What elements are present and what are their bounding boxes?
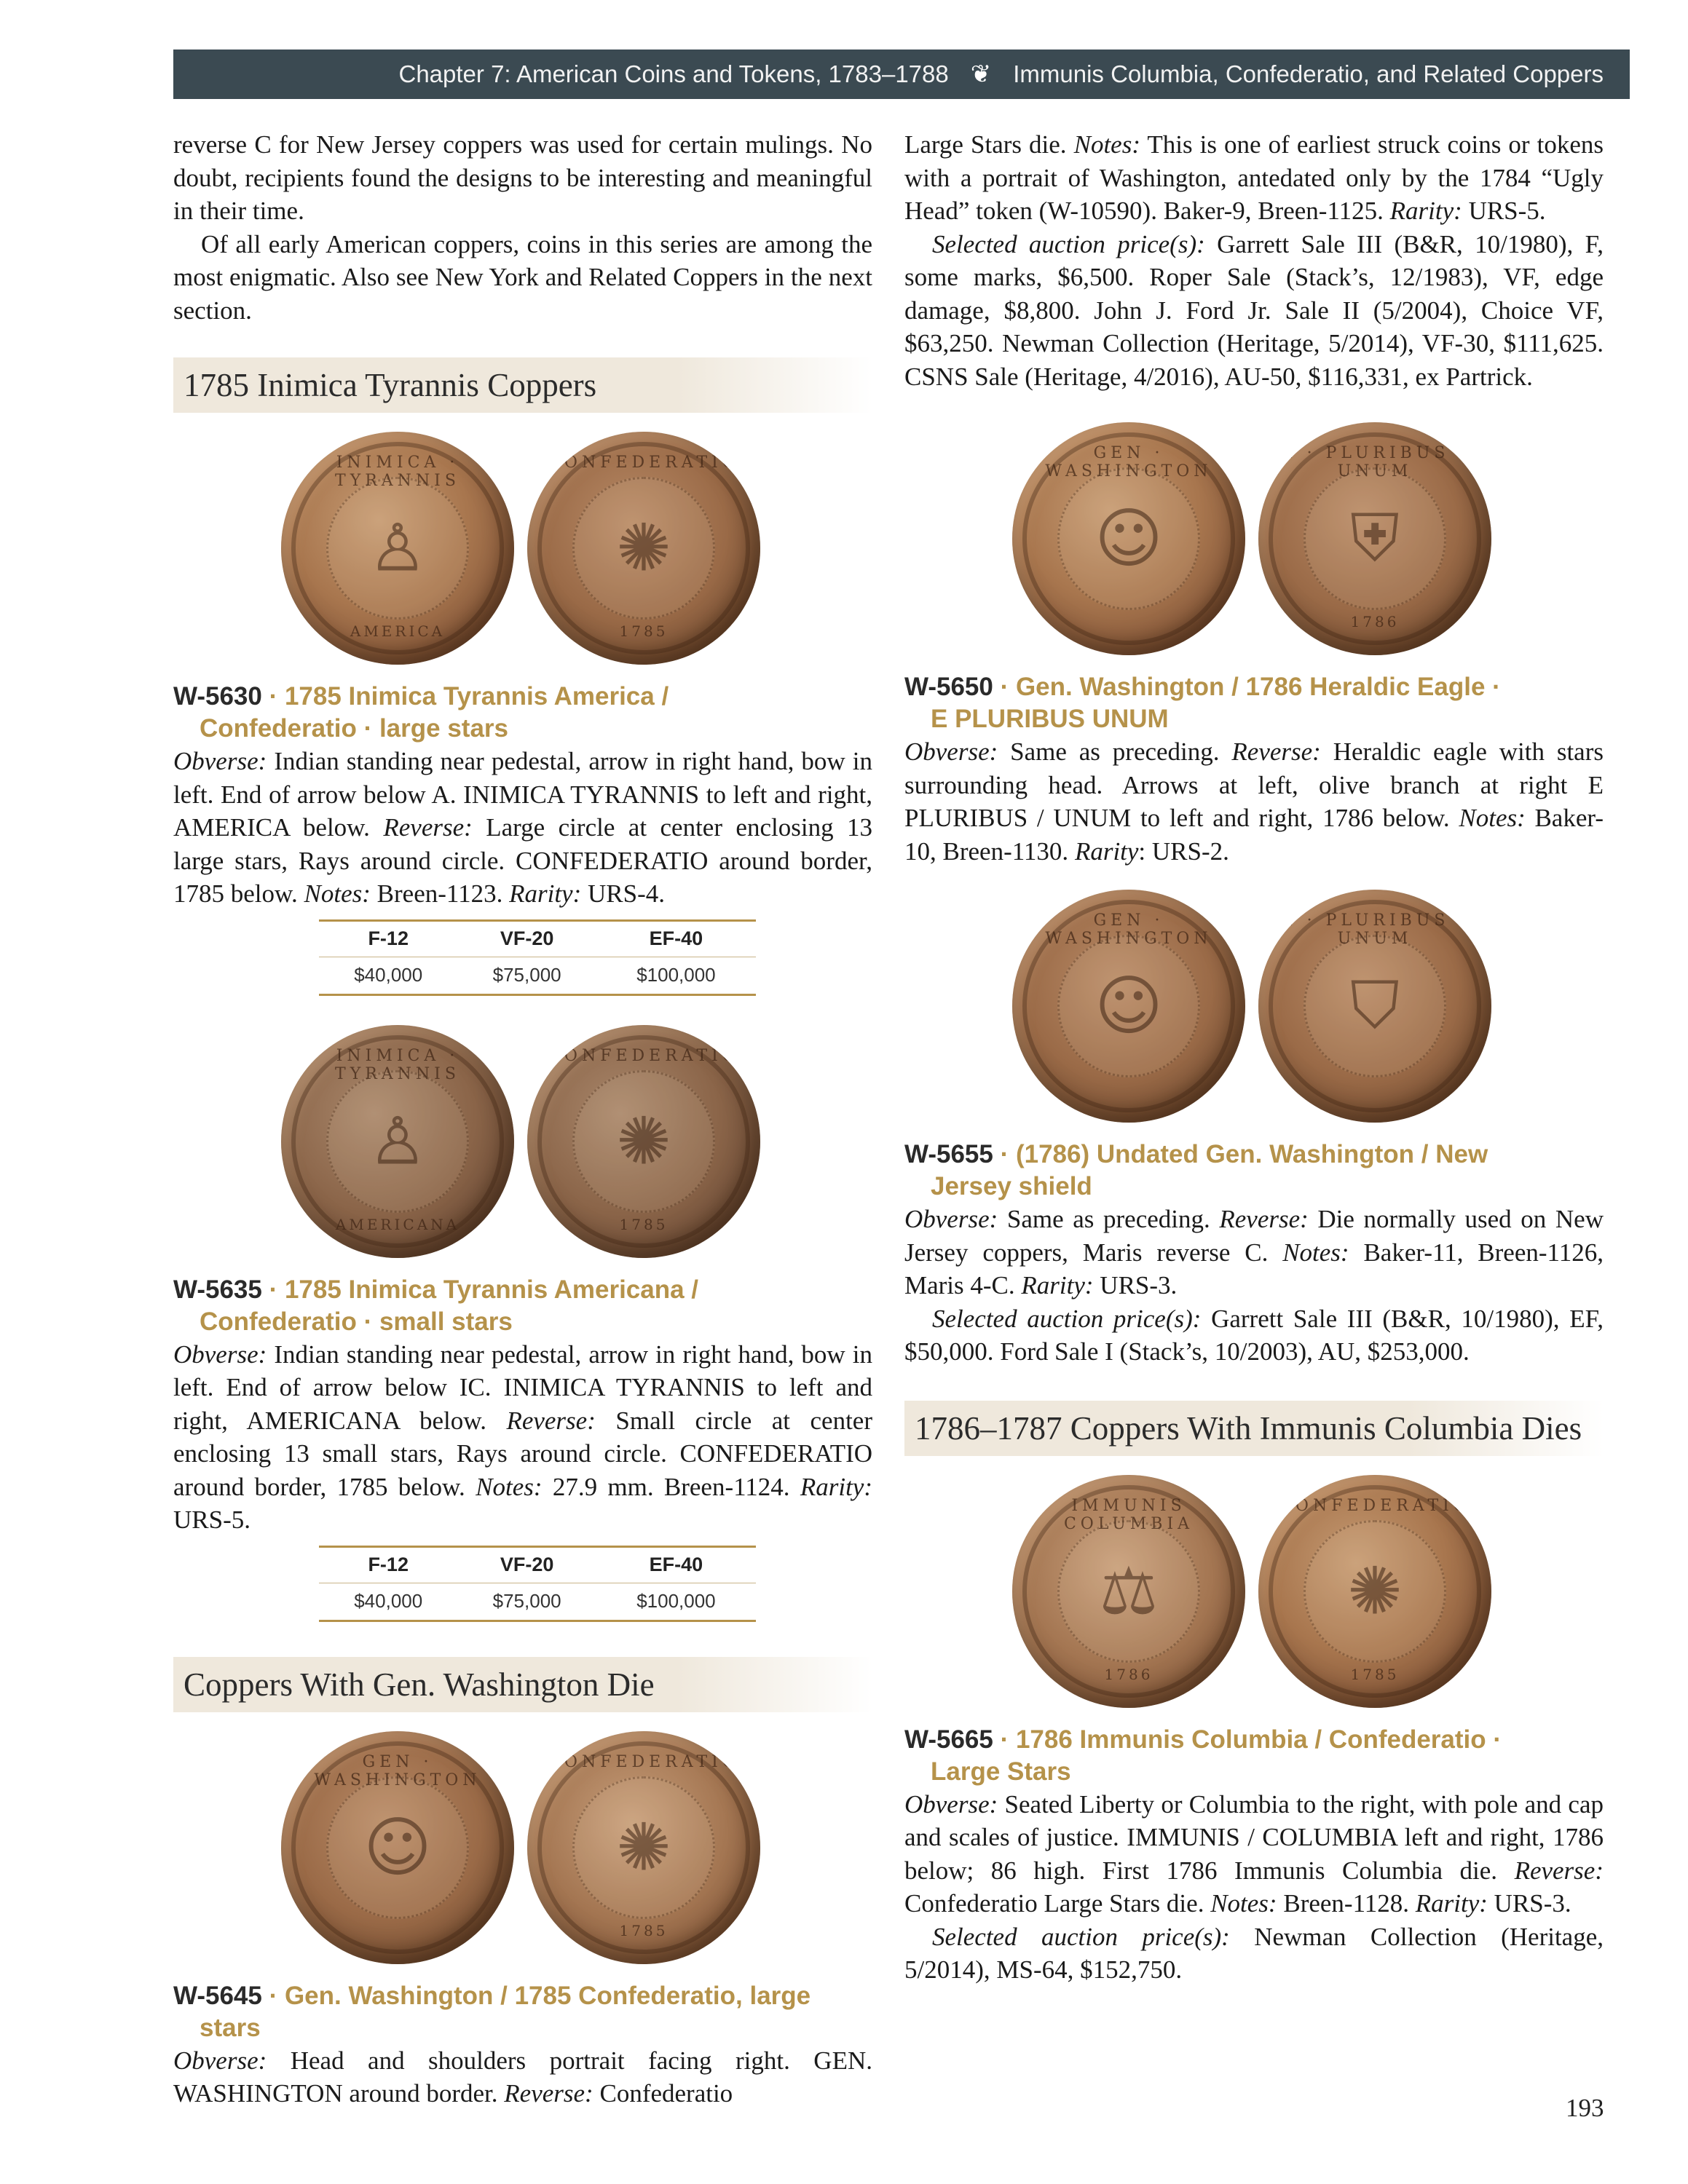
shield-icon: ⛉: [1350, 968, 1400, 1044]
entry-title-w5635: [173, 1274, 872, 1338]
obverse-text: Indian standing near pedestal, arrow in right hand, bow in left. End of arrow below A. INIMICA TYRANNIS to left and right, AMERICA below.: [173, 747, 872, 842]
section-heading-text: 1786–1787 Coppers With Immunis Columbia Dies: [915, 1409, 1582, 1447]
rarity-text: URS-3.: [1093, 1271, 1178, 1299]
w5645-continued: [904, 128, 1604, 228]
obverse-label: Obverse:: [904, 737, 998, 766]
price-cell: $75,000: [492, 964, 561, 986]
coin-exergue: AMERICANA: [335, 1215, 460, 1233]
right-column: [904, 128, 1604, 1987]
rarity-label: Rarity:: [509, 879, 582, 908]
notes-label: Notes:: [476, 1472, 543, 1501]
entry-title-line2: Jersey shield: [931, 1172, 1092, 1200]
obverse-label: Obverse:: [904, 1205, 998, 1233]
coin-reverse-image: [1258, 1475, 1491, 1708]
stars-rays-icon: ✺: [616, 1809, 671, 1886]
coin-images-w5650: [904, 422, 1604, 655]
intro-paragraph-1: reverse C for New Jersey coppers was used for certain mulings. No doubt, recipients found the designs to be interesting and meaningful in their time.: [173, 130, 872, 225]
section-heading-immunis: [904, 1401, 1604, 1456]
stars-rays-icon: ✺: [616, 1103, 671, 1179]
w5655-auction-prices: [904, 1302, 1604, 1369]
auction-text: Garrett Sale III (B&R, 10/1980), EF, $50,000. Ford Sale I (Stack’s, 10/2003), AU, $253,000.: [904, 1304, 1604, 1366]
price-cell: $100,000: [636, 964, 716, 986]
entry-title-w5650: [904, 671, 1604, 735]
coin-legend: CONFEDERATIO: [1279, 1496, 1471, 1515]
obverse-text: Same as preceding.: [998, 737, 1232, 766]
reverse-text: Small circle at center enclosing 13 small stars, Rays around circle. CONFEDERATIO around border, 1785 below.: [173, 1406, 872, 1501]
notes-text: Breen-1123.: [370, 879, 510, 908]
coin-legend: GEN · WASHINGTON: [314, 1752, 481, 1789]
rarity-text: URS-5.: [1462, 197, 1546, 225]
reverse-text: Confederatio: [593, 2079, 733, 2108]
entry-description-w5655: [904, 1203, 1604, 1302]
reverse-text: Heraldic eagle with stars surrounding head. Arrows at left, olive branch at right E PLURIBUS / UNUM to left and right, 1786 below.: [904, 737, 1604, 832]
coin-legend: CONFEDERATIO: [548, 1046, 740, 1065]
entry-description-w5650: [904, 735, 1604, 868]
stars-rays-icon: ✺: [616, 510, 671, 587]
price-cell: $40,000: [354, 1590, 423, 1612]
running-header: [173, 50, 1630, 99]
rarity-text: URS-3.: [1487, 1889, 1571, 1918]
coin-obverse-image: [1012, 1475, 1245, 1708]
obverse-label: Obverse:: [173, 2046, 267, 2075]
entry-description-w5645: [173, 2044, 872, 2110]
coin-legend: CONFEDERATIO: [548, 454, 740, 472]
price-table-w5630: [319, 919, 756, 996]
reverse-label: Reverse:: [1514, 1856, 1604, 1885]
entry-title-w5665: [904, 1724, 1604, 1788]
price-cell: $100,000: [636, 1590, 716, 1612]
entry-title-line1: · 1786 Immunis Columbia / Confederatio ·: [993, 1725, 1502, 1754]
notes-text: Breen-1128.: [1277, 1889, 1416, 1918]
coin-reverse-image: [527, 1731, 760, 1964]
price-cell: $40,000: [354, 964, 423, 986]
reverse-text: Confederatio Large Stars die.: [904, 1889, 1211, 1918]
reverse-text: Die normally used on New Jersey coppers, Maris reverse C.: [904, 1205, 1604, 1267]
coin-legend: GEN · WASHINGTON: [1045, 911, 1212, 948]
coin-reverse-image: [527, 1025, 760, 1258]
rarity-label: Rarity:: [1389, 197, 1462, 225]
section-heading-text: Coppers With Gen. Washington Die: [184, 1666, 655, 1703]
reverse-label: Reverse:: [383, 813, 473, 842]
entry-title-line2: Confederatio · large stars: [200, 714, 508, 743]
auction-label: Selected auction price(s):: [932, 1304, 1202, 1333]
entry-description-w5635: [173, 1338, 872, 1537]
reverse-label: Reverse:: [1219, 1205, 1309, 1233]
entry-code: W-5650: [904, 673, 993, 701]
grade-header: F-12: [319, 1546, 457, 1583]
entry-description-w5665: [904, 1788, 1604, 1920]
entry-title-line1: · (1786) Undated Gen. Washington / New: [993, 1140, 1488, 1168]
fleuron-icon: ❦: [970, 60, 992, 88]
coin-legend: CONFEDERATIO: [548, 1752, 740, 1771]
rarity-label: Rarity: [1074, 836, 1139, 866]
notes-label: Notes:: [1210, 1889, 1277, 1918]
obverse-label: Obverse:: [173, 747, 267, 775]
seated-liberty-icon: ⚖: [1099, 1553, 1159, 1629]
auction-label: Selected auction price(s):: [932, 1922, 1230, 1951]
rarity-text: URS-4.: [581, 879, 665, 908]
coin-exergue: AMERICA: [350, 622, 446, 640]
auction-text: Newman Collection (Heritage, 5/2014), MS-64, $152,750.: [904, 1922, 1604, 1984]
entry-title-w5645: [173, 1980, 872, 2044]
coin-date: 1785: [1350, 1665, 1400, 1683]
rarity-text: : URS-2.: [1138, 836, 1229, 866]
notes-text: This is one of earliest struck coins or tokens with a portrait of Washington, antedated only by the 1784 “Ugly Head” token (W-10590). Baker-9, Breen-1125.: [904, 130, 1604, 225]
intro-paragraph-2: Of all early American coppers, coins in this series are among the most enigmatic. Also see New York and Related Coppers in the next section.: [173, 229, 872, 325]
section-heading-inimica: [173, 357, 872, 413]
rarity-label: Rarity:: [800, 1472, 872, 1501]
coin-reverse-image: [1258, 890, 1491, 1123]
section-heading-washington: [173, 1657, 872, 1712]
entry-title-w5655: [904, 1139, 1604, 1203]
coin-obverse-image: [1012, 422, 1245, 655]
grade-header: EF-40: [596, 1546, 756, 1583]
coin-date: 1786: [1350, 613, 1400, 630]
auction-label: Selected auction price(s):: [932, 229, 1205, 258]
obverse-text: Seated Liberty or Columbia to the right, with pole and cap and scales of justice. IMMUNIS / COLUMBIA left and right, 1786 below; 86 high. First 1786 Immunis Columbia die.: [904, 1789, 1604, 1885]
entry-title-line2: stars: [200, 2013, 261, 2042]
obverse-label: Obverse:: [173, 1340, 267, 1369]
coin-reverse-image: [527, 432, 760, 665]
price-table-w5635: [319, 1546, 756, 1622]
coin-legend: E · PLURIBUS · UNUM: [1281, 444, 1469, 480]
continued-text: Large Stars die.: [904, 130, 1074, 159]
entry-title-line2: Confederatio · small stars: [200, 1307, 513, 1336]
grade-header: EF-40: [596, 920, 756, 957]
grade-header: F-12: [319, 920, 457, 957]
coin-date: 1785: [619, 1921, 669, 1939]
notes-label: Notes:: [304, 879, 371, 908]
price-cell: $75,000: [492, 1590, 561, 1612]
left-column: [173, 128, 872, 2110]
reverse-label: Reverse:: [1231, 737, 1321, 766]
entry-title-line2: E PLURIBUS UNUM: [931, 705, 1169, 733]
w5665-auction-prices: [904, 1920, 1604, 1987]
coin-date: 1785: [619, 622, 669, 640]
entry-title-line1: · Gen. Washington / 1785 Confederatio, large: [261, 1981, 811, 2010]
section-heading-text: 1785 Inimica Tyrannis Coppers: [184, 367, 597, 403]
entry-code: W-5655: [904, 1140, 993, 1168]
portrait-bust-icon: ☺: [1095, 500, 1163, 577]
coin-reverse-image: [1258, 422, 1491, 655]
portrait-bust-icon: ☺: [363, 1809, 432, 1886]
notes-label: Notes:: [1459, 804, 1526, 832]
reverse-label: Reverse:: [504, 2079, 593, 2108]
entry-title-line2: Large Stars: [931, 1757, 1071, 1786]
coin-images-w5665: [904, 1475, 1604, 1708]
obverse-text: Head and shoulders portrait facing right. GEN. WASHINGTON around border.: [173, 2046, 872, 2108]
page-number: 193: [1566, 2094, 1604, 2122]
coin-images-w5630: [173, 432, 872, 665]
coin-obverse-image: [281, 1731, 514, 1964]
notes-text: Baker-11, Breen-1126, Maris 4-C.: [904, 1238, 1604, 1299]
rarity-text: URS-5.: [173, 1506, 251, 1534]
notes-label: Notes:: [1073, 130, 1140, 159]
entry-title-line1: · 1785 Inimica Tyrannis America /: [261, 682, 669, 711]
rarity-label: Rarity:: [1021, 1271, 1094, 1299]
coin-legend: INIMICA · TYRANNIS: [335, 1046, 460, 1083]
coin-legend: INIMICA · TYRANNIS: [335, 454, 460, 490]
obverse-text: Indian standing near pedestal, arrow in right hand, bow in left. End of arrow below IC. INIMICA TYRANNIS to left and right, AMERICANA below.: [173, 1340, 872, 1435]
auction-text: Garrett Sale III (B&R, 10/1980), F, some marks, $6,500. Roper Sale (Stack’s, 12/1983), VF, edge damage, $8,800. John J. Ford Jr. Sale II (5/2004), Choice VF, $63,250. Newman Collection (Heritage, 5/2014), VF-30, $111,625. CSNS Sale (Heritage, 4/2016), AU-50, $116,331, ex Partrick.: [904, 229, 1604, 391]
notes-text: Baker-10, Breen-1130.: [904, 804, 1604, 866]
coin-date: 1786: [1104, 1665, 1153, 1683]
standing-figure-icon: ♙: [368, 1103, 427, 1179]
obverse-label: Obverse:: [904, 1789, 998, 1819]
entry-code: W-5630: [173, 682, 262, 711]
entry-title-w5630: [173, 681, 872, 745]
coin-legend: GEN · WASHINGTON: [1045, 444, 1212, 480]
entry-title-line1: · 1785 Inimica Tyrannis Americana /: [261, 1275, 699, 1304]
coin-legend: E · PLURIBUS · UNUM: [1281, 911, 1469, 948]
w5645-auction-prices: [904, 228, 1604, 394]
eagle-shield-icon: ⛨: [1350, 500, 1400, 577]
entry-code: W-5665: [904, 1725, 993, 1754]
entry-code: W-5645: [173, 1981, 262, 2010]
standing-figure-icon: ♙: [368, 510, 427, 587]
obverse-text: Same as preceding.: [998, 1205, 1220, 1233]
notes-text: 27.9 mm. Breen-1124.: [542, 1472, 800, 1501]
grade-header: VF-20: [457, 1546, 596, 1583]
coin-obverse-image: [1012, 890, 1245, 1123]
entry-description-w5630: [173, 745, 872, 911]
portrait-bust-icon: ☺: [1095, 968, 1163, 1045]
entry-title-line1: · Gen. Washington / 1786 Heraldic Eagle ·: [993, 673, 1501, 701]
grade-header: VF-20: [457, 920, 596, 957]
coin-images-w5635: [173, 1025, 872, 1258]
chapter-title: Chapter 7: American Coins and Tokens, 1783–1788: [398, 60, 949, 87]
reverse-text: Large circle at center enclosing 13 large stars, Rays around circle. CONFEDERATIO around border, 1785 below.: [173, 813, 873, 908]
stars-rays-icon: ✺: [1347, 1553, 1403, 1629]
notes-label: Notes:: [1282, 1238, 1349, 1267]
reverse-label: Reverse:: [506, 1406, 596, 1435]
coin-legend: IMMUNIS COLUMBIA: [1063, 1496, 1194, 1533]
coin-images-w5645: [173, 1731, 872, 1964]
coin-obverse-image: [281, 432, 514, 665]
coin-obverse-image: [281, 1025, 514, 1258]
coin-date: 1785: [619, 1215, 669, 1233]
entry-code: W-5635: [173, 1275, 262, 1304]
rarity-label: Rarity:: [1415, 1889, 1488, 1918]
coin-images-w5655: [904, 890, 1604, 1123]
section-title: Immunis Columbia, Confederatio, and Related Coppers: [1013, 60, 1604, 87]
